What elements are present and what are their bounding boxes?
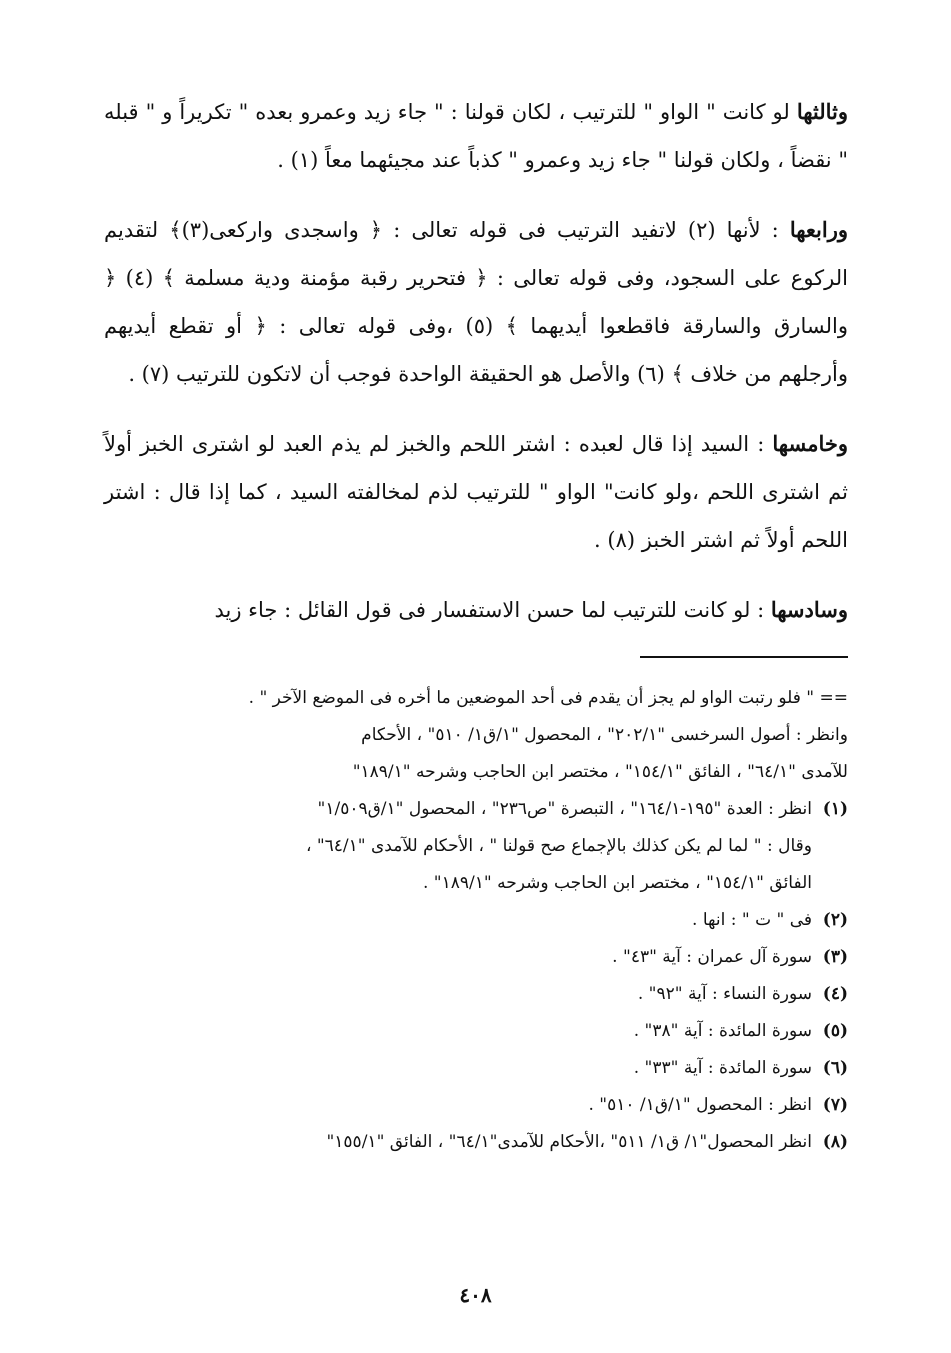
paragraph-line: : لأنها (٢) لاتفيد الترتيب فى قوله تعالى : ﴿ واسجدى	[284, 218, 779, 242]
footnote-number: (٥)	[822, 1021, 848, 1041]
footnote-line: انظر المحصول"١/ ق١/ ٥١١" ،الأحكام للآمدى"٦٤/١" ، الفائق "١٥٥/١"	[326, 1132, 812, 1152]
footnote-number: (٧)	[822, 1095, 848, 1115]
footnote-line: انظر : العدة "١٩٥-١٦٤/١" ، التبصرة "ص٢٣٦" ، المحصول "١/ق١/٥٠٩"	[317, 799, 812, 819]
paragraph-line: لو كانت " الواو " للترتيب ، لكان قولنا : " جاء زيد وعمرو	[300, 100, 790, 124]
footnote-6	[104, 1050, 848, 1087]
paragraph-fifth-argument	[104, 420, 848, 564]
footnote-line: == " فلو رتبت الواو لم يجز أن يقدم فى أحد الموضعين ما أخره فى الموضع الآخر " .	[248, 688, 848, 708]
paragraph-line: الحقيقة الواحدة فوجب أن لاتكون للترتيب (٧) .	[128, 362, 534, 386]
footnote-separator	[640, 656, 848, 658]
footnote-line: سورة النساء : آية "٩٢" .	[637, 984, 812, 1004]
paragraph-lead: وسادسها	[770, 597, 848, 622]
paragraph-lead: وخامسها	[772, 431, 848, 456]
paragraph-line: : لو كانت للترتيب لما حسن الاستفسار فى قول القائل : جاء زيد	[214, 598, 765, 622]
paragraph-line: الخبز أولاً ثم اشترى اللحم ،ولو كانت" الواو " للترتيب لذم لمخالفته السيد ،	[104, 432, 849, 504]
footnote-line: سورة المائدة : آية "٣٣" .	[633, 1058, 812, 1078]
footnote-number: (٢)	[822, 910, 848, 930]
footnote-number: (٨)	[822, 1132, 848, 1152]
footnote-number: (٦)	[822, 1058, 848, 1078]
footnote-3	[104, 939, 848, 976]
footnote-8	[104, 1124, 848, 1161]
paragraph-line: قوله تعالى : ﴿ أو تقطع أيديهم وأرجلهم من خلاف ﴾ (٦) والأصل هو	[104, 314, 848, 386]
footnote-line: الفائق "١٥٤/١" ، مختصر ابن الحاجب وشرحه "١٨٩/١" .	[423, 873, 812, 893]
footnote-5	[104, 1013, 848, 1050]
footnote-number: (١)	[822, 799, 848, 819]
footnote-2	[104, 902, 848, 939]
paragraph-line: كما إذا قال : اشتر اللحم أولاً ثم اشتر الخبز (٨) .	[104, 480, 848, 552]
paragraph-lead: ورابعها	[789, 217, 848, 242]
paragraph-lead: وثالثها	[796, 99, 849, 124]
footnote-4	[104, 976, 848, 1013]
footnote-line: سورة آل عمران : آية "٤٣" .	[612, 947, 812, 967]
page-number: ٤٠٨	[459, 1283, 492, 1307]
paragraph-line: مؤمنة ودية مسلمة ﴾ (٤) ﴿ والسارق والسارقة فاقطعوا أيديهما ﴾ (٥) ،وفى	[104, 266, 848, 338]
paragraph-line: بعده " تكريراً و " قبله " نقضاً ، ولكان قولنا " جاء زيد وعمرو " كذباً	[104, 100, 848, 172]
footnote-number: (٣)	[822, 947, 848, 967]
footnote-line: سورة المائدة : آية "٣٨" .	[633, 1021, 812, 1041]
paragraph-third-argument	[104, 88, 848, 184]
footnote-line: انظر : المحصول "١/ق١/ ٥١٠" .	[588, 1095, 812, 1115]
footnote-line: فى " ت " : انها .	[692, 910, 812, 930]
footnote-continuation	[104, 680, 848, 791]
footnote-line: للآمدى "٦٤/١" ، الفائق "١٥٤/١" ، مختصر ابن الحاجب وشرحه "١٨٩/١"	[352, 762, 848, 782]
footnote-number: (٤)	[822, 984, 848, 1004]
footnote-line: وانظر : أصول السرخسى "٢٠٢/١" ، المحصول "١/ق١/ ٥١٠" ، الأحكام	[361, 725, 848, 745]
footnote-line: وقال : " لما لم يكن كذلك بالإجماع صح قولنا " ، الأحكام للآمدى "٦٤/١" ،	[305, 836, 812, 856]
paragraph-sixth-argument	[104, 586, 848, 634]
paragraph-line: عند مجيئهما معاً (١) .	[277, 148, 462, 172]
footnotes	[104, 680, 848, 1161]
footnote-1	[104, 791, 848, 902]
paragraph-line: واركعى(٣)﴾ لتقديم الركوع على السجود، وفى قوله تعالى : ﴿ فتحرير رقبة	[104, 218, 848, 290]
paragraph-line: : السيد إذا قال لعبده : اشتر اللحم والخبز لم يذم العبد لو اشترى	[191, 432, 765, 456]
footnote-7	[104, 1087, 848, 1124]
paragraph-fourth-argument	[104, 206, 848, 398]
